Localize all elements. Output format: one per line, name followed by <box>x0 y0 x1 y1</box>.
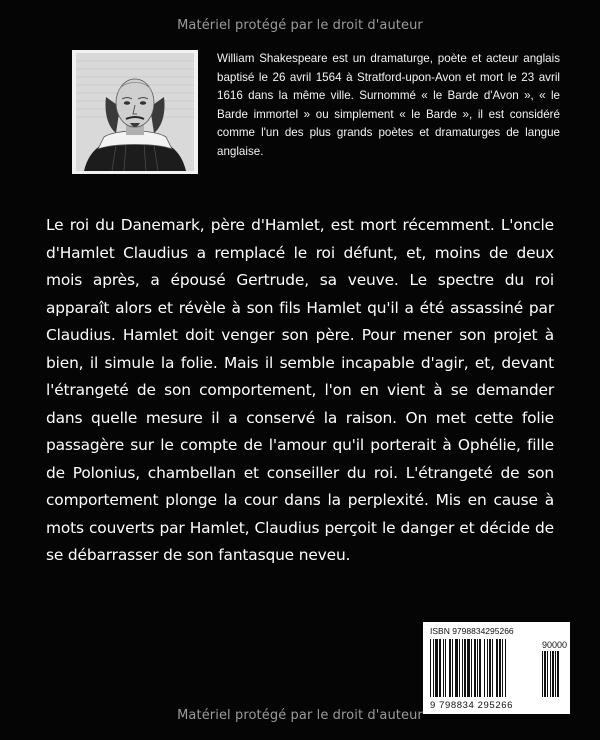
author-biography: William Shakespeare est un dramaturge, poète et acteur anglais baptisé le 26 avril 1564 à Stratford-upon-Avon et mort le 23 avril 1616 dans la même ville. Surnommé « le Barde d'Avon », « le Barde immortel » ou simplement « le Barde », il est considéré comme l'un des plus grands poètes et dramaturges de langue anglaise. <box>217 52 560 158</box>
shakespeare-portrait-icon <box>76 53 194 171</box>
book-synopsis: Le roi du Danemark, père d'Hamlet, est mort récemment. L'oncle d'Hamlet Claudius a remplacé le roi défunt, et, moins de deux mois après, a épousé Gertrude, sa veuve. Le spectre du roi apparaît alors et révèle à son fils Hamlet qu'il a été assassiné par Claudius. Hamlet doit venger son père. Pour mener son projet à bien, il simule la folie. Mais il semble incapable d'agir, et, devant l'étrangeté de son comportement, l'on en vient à se demander dans quelle mesure il a conservé la raison. On met cette folie passagère sur le compte de l'amour qu'il porterait à Ophélie, fille de Polonius, chambellan et conseiller du roi. L'étrangeté de son comportement plonge la cour dans la perplexité. Mis en cause à mots couverts par Hamlet, Claudius perçoit le danger et décide de se débarrasser de son fantasque neveu. <box>46 216 554 564</box>
isbn-label: ISBN 9798834295266 <box>430 626 514 636</box>
copyright-watermark-top: Matériel protégé par le droit d'auteur <box>177 18 423 33</box>
barcode-digits: 9 798834 295266 <box>430 700 513 711</box>
price-code: 90000 <box>542 640 568 650</box>
author-portrait <box>72 50 198 174</box>
isbn-barcode <box>423 622 570 714</box>
copyright-watermark-bottom: Matériel protégé par le droit d'auteur <box>177 708 423 723</box>
